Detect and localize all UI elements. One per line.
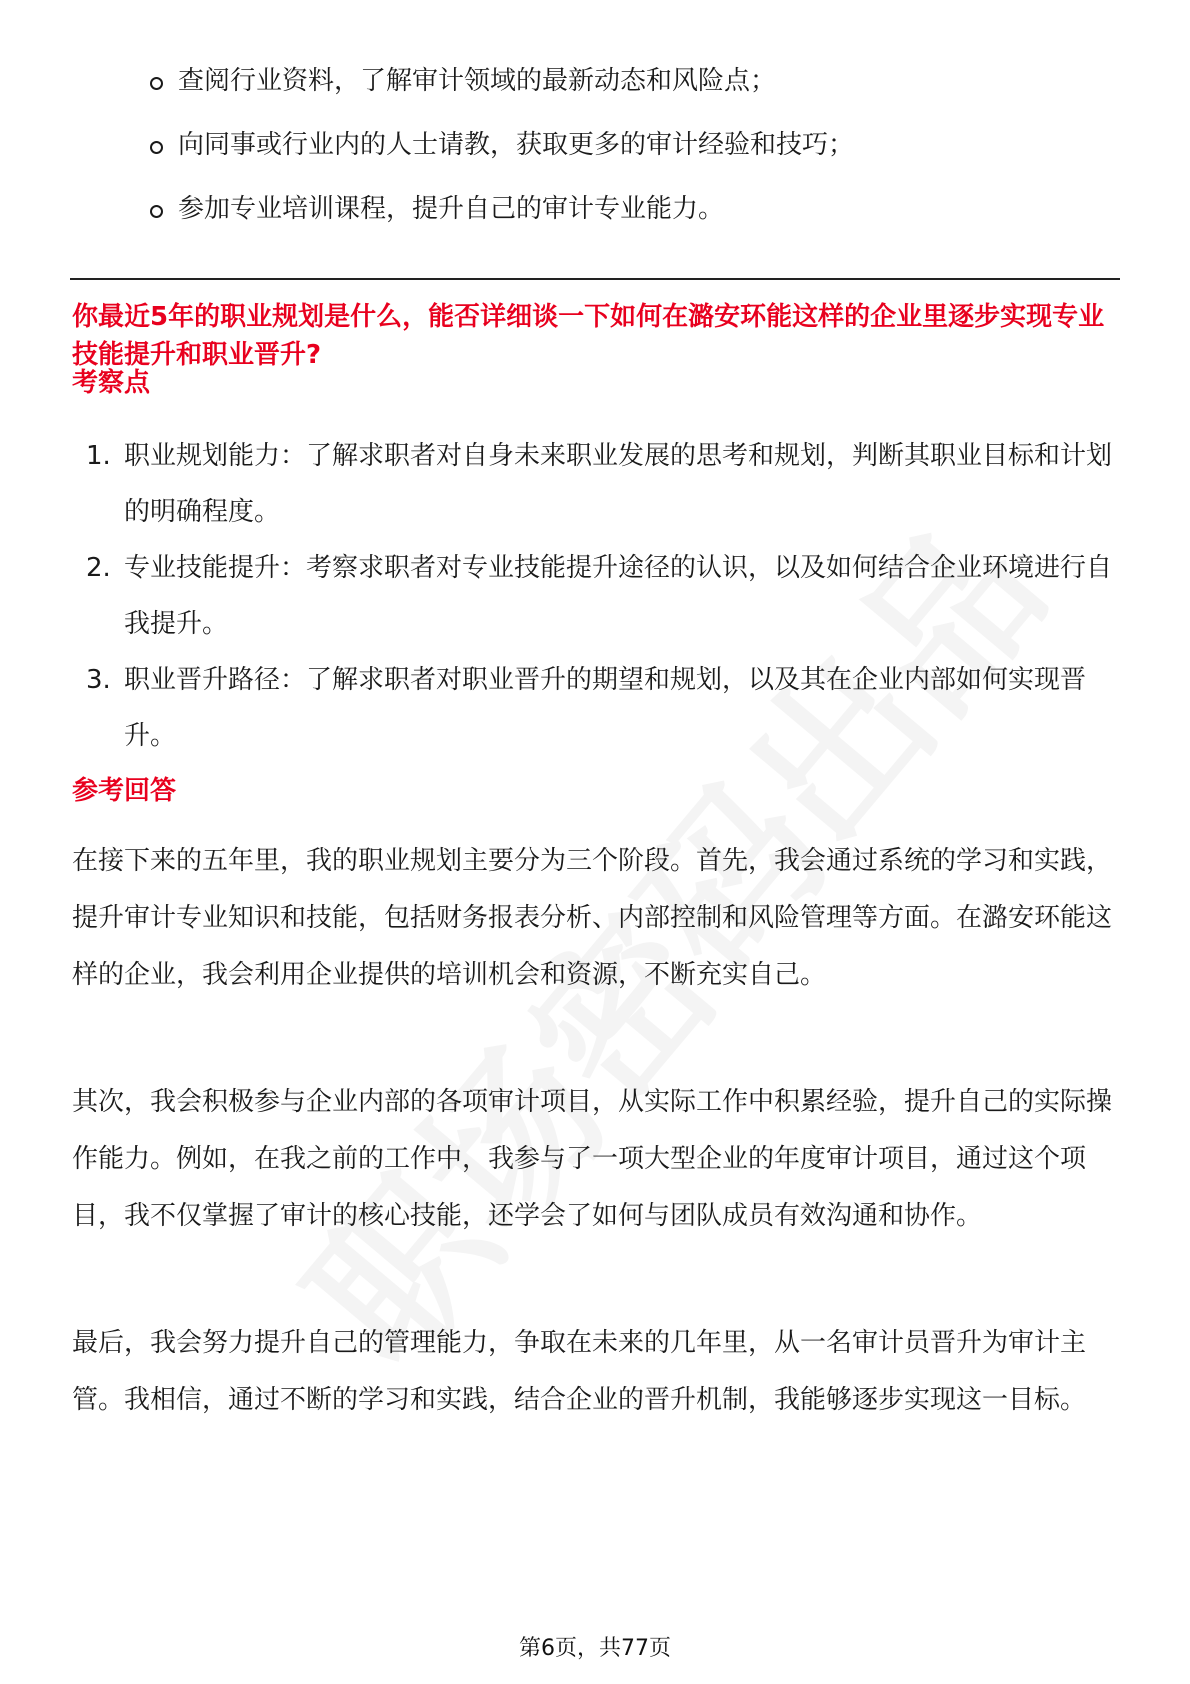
question-title: 你最近5年的职业规划是什么，能否详细谈一下如何在潞安环能这样的企业里逐步实现专业技能提升和职业晋升? bbox=[72, 302, 1105, 370]
point-text: 专业技能提升：考察求职者对专业技能提升途径的认识，以及如何结合企业环境进行自我提升。 bbox=[124, 553, 1113, 639]
points-heading: 考察点 bbox=[72, 368, 151, 398]
point-text: 职业晋升路径：了解求职者对职业晋升的期望和规划，以及其在企业内部如何实现晋升。 bbox=[124, 665, 1087, 751]
hollow-bullet-icon bbox=[150, 205, 163, 218]
point-item bbox=[72, 428, 1118, 540]
hollow-bullet-icon bbox=[150, 77, 163, 90]
page-number: 第6页，共77页 bbox=[519, 1636, 671, 1661]
section-divider bbox=[70, 278, 1120, 280]
list-item bbox=[148, 190, 1108, 228]
list-item bbox=[148, 62, 1108, 100]
bullet-list bbox=[148, 62, 1108, 254]
answer-heading: 参考回答 bbox=[72, 776, 177, 806]
point-item bbox=[72, 652, 1118, 764]
point-number: 3. bbox=[86, 665, 111, 695]
list-item bbox=[148, 126, 1108, 164]
answer-paragraph: 在接下来的五年里，我的职业规划主要分为三个阶段。首先，我会通过系统的学习和实践，提升审计专业知识和技能，包括财务报表分析、内部控制和风险管理等方面。在潞安环能这样的企业，我会利用企业提供的培训机会和资源，不断充实自己。 bbox=[72, 846, 1113, 990]
point-item bbox=[72, 540, 1118, 652]
hollow-bullet-icon bbox=[150, 141, 163, 154]
point-text: 职业规划能力：了解求职者对自身未来职业发展的思考和规划，判断其职业目标和计划的明确程度。 bbox=[124, 441, 1113, 527]
list-item-text: 向同事或行业内的人士请教，获取更多的审计经验和技巧； bbox=[178, 130, 855, 160]
list-item-text: 参加专业培训课程，提升自己的审计专业能力。 bbox=[178, 194, 725, 224]
point-number: 1. bbox=[86, 441, 111, 471]
answer-paragraph: 最后，我会努力提升自己的管理能力，争取在未来的几年里，从一名审计员晋升为审计主管。我相信，通过不断的学习和实践，结合企业的晋升机制，我能够逐步实现这一目标。 bbox=[72, 1328, 1087, 1415]
answer-paragraph: 其次，我会积极参与企业内部的各项审计项目，从实际工作中积累经验，提升自己的实际操作能力。例如，在我之前的工作中，我参与了一项大型企业的年度审计项目，通过这个项目，我不仅掌握了审计的核心技能，还学会了如何与团队成员有效沟通和协作。 bbox=[72, 1087, 1113, 1231]
list-item-text: 查阅行业资料，了解审计领域的最新动态和风险点； bbox=[178, 66, 777, 96]
points-list bbox=[72, 428, 1118, 764]
point-number: 2. bbox=[86, 553, 111, 583]
